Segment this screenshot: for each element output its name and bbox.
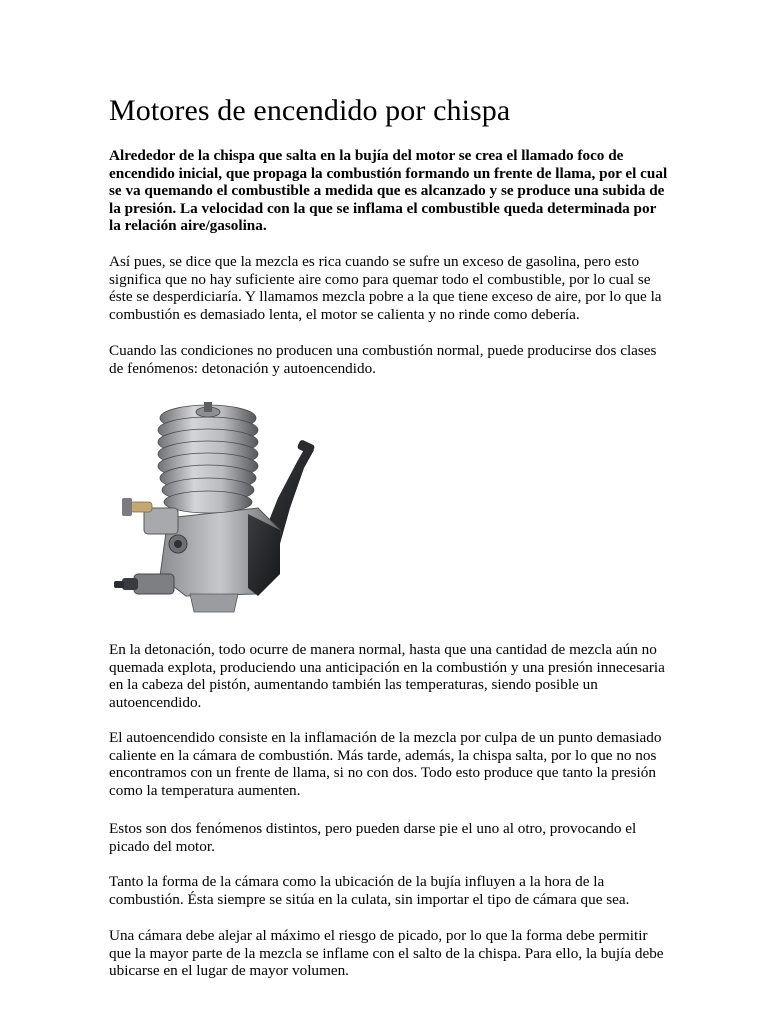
engine-photo [108, 398, 358, 620]
intro-paragraph: Alrededor de la chispa que salta en la bujía del motor se crea el llamado foco de encendido inicial, que propaga la combustión formando un frente de llama, por el cual se va quemando el combustible a medida que es alcanzado y se produce una subida de la presión. La velocidad con la que se inflama el combustible queda determinada por la relación aire/gasolina. [109, 147, 668, 235]
paragraph-mixture: Así pues, se dice que la mezcla es rica cuando se sufre un exceso de gasolina, pero esto significa que no hay suficiente aire como para quemar todo el combustible, por lo cual se éste se desperdiciaría. Y llamamos mezcla pobre a la que tiene exceso de aire, por lo que la combustión es demasiado lenta, el motor se calienta y no rinde como debería. [109, 253, 662, 323]
paragraph-chamber-design: Una cámara debe alejar al máximo el riesgo de picado, por lo que la forma debe permitir que la mayor parte de la mezcla se inflame con el salto de la chispa. Para ello, la bujía debe ubicarse en el lugar de mayor volumen. [109, 927, 664, 980]
paragraph-abnormal-combustion: Cuando las condiciones no producen una combustión normal, puede producirse dos clases de fenómenos: detonación y autoencendido. [109, 342, 657, 377]
paragraph-autoignition: El autoencendido consiste en la inflamación de la mezcla por culpa de un punto demasiado caliente en la cámara de combustión. Más tarde, además, la chispa salta, por lo que no nos encontramos con un frente de llama, si no con dos. Todo esto produce que tanto la presión como la temperatura aumenten. [109, 729, 662, 799]
paragraph-knocking: Estos son dos fenómenos distintos, pero pueden darse pie el uno al otro, provocando el picado del motor. [109, 820, 637, 855]
paragraph-detonation: En la detonación, todo ocurre de manera normal, hasta que una cantidad de mezcla aún no quemada explota, produciendo una anticipación en la combustión y una presión innecesaria en la cabeza del pistón, aumentando también las temperaturas, siendo posible un autoencendido. [109, 641, 665, 711]
paragraph-chamber-shape: Tanto la forma de la cámara como la ubicación de la bujía influyen a la hora de la combustión. Ésta siempre se sitúa en la culata, sin importar el tipo de cámara que sea. [109, 873, 630, 908]
page-title: Motores de encendido por chispa [109, 94, 511, 127]
